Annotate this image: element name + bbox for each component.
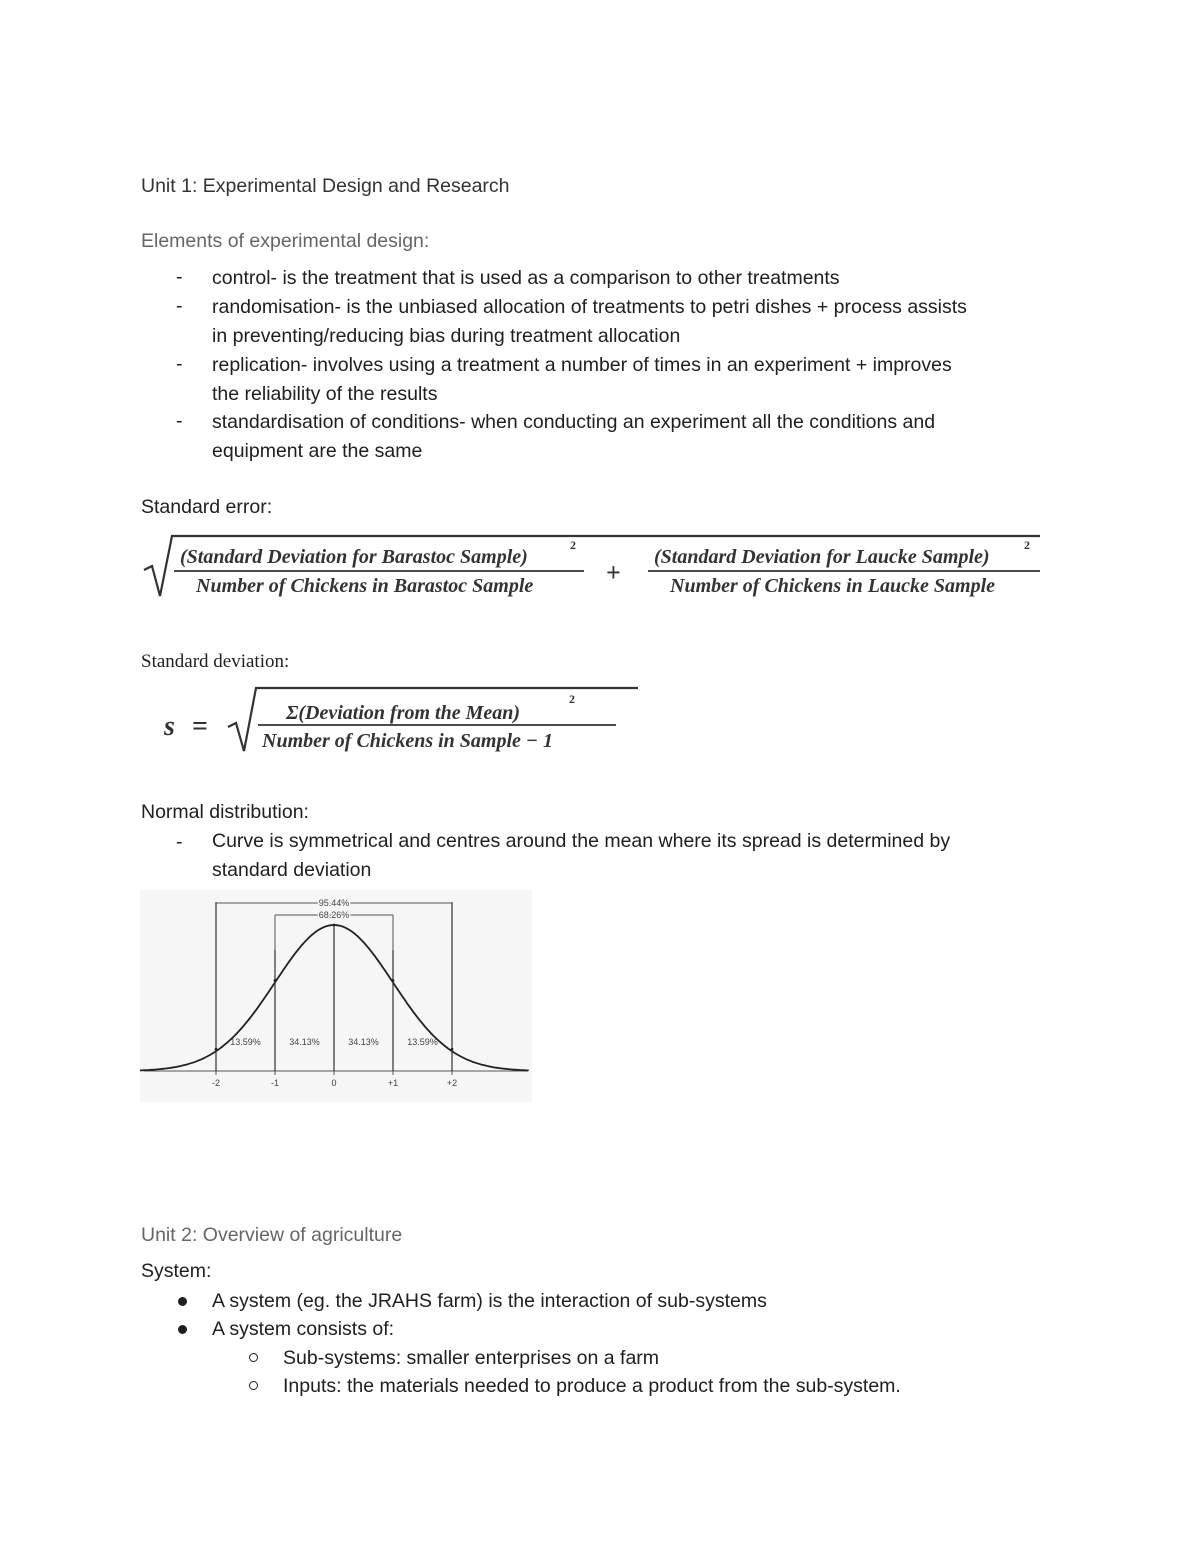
list-item-line: replication- involves using a treatment a number of times in an experiment + improves xyxy=(212,354,952,376)
list-marker: - xyxy=(176,295,183,317)
x-tick-label: -2 xyxy=(211,1078,221,1088)
list-marker: - xyxy=(176,266,183,288)
normal-distribution-heading: Normal distribution: xyxy=(141,801,309,823)
standard-error-formula xyxy=(140,530,1050,606)
list-item-line: standardisation of conditions- when conducting an experiment all the conditions and xyxy=(212,411,936,433)
standard-deviation-label: Standard deviation: xyxy=(141,651,290,672)
list-marker: - xyxy=(176,353,183,375)
elements-heading: Elements of experimental design: xyxy=(141,230,430,252)
list-item-line: the reliability of the results xyxy=(212,382,438,405)
denominator-barastoc: Number of Chickens in Barastoc Sample xyxy=(196,575,534,597)
list-item-line: randomisation- is the unbiased allocation of treatments to petri dishes + process assists xyxy=(212,296,967,318)
sub-bullet-circle xyxy=(249,1381,258,1390)
sub-bullet-circle xyxy=(249,1353,258,1362)
list-marker: - xyxy=(176,410,183,432)
list-item: A system consists of: xyxy=(212,1318,395,1340)
x-tick-label: +1 xyxy=(387,1078,399,1088)
list-item xyxy=(212,264,1072,293)
exponent: 2 xyxy=(569,692,575,706)
list-item-line: standard deviation xyxy=(212,858,372,881)
standard-deviation-formula xyxy=(160,683,640,757)
sd-marker xyxy=(392,979,395,982)
list-item-line: control- is the treatment that is used as a comparison to other treatments xyxy=(212,267,840,289)
list-item-line: equipment are the same xyxy=(212,439,423,462)
standard-error-label: Standard error: xyxy=(141,496,273,518)
sd-marker xyxy=(333,924,336,927)
unit2-title: Unit 2: Overview of agriculture xyxy=(141,1224,403,1246)
sub-list-item: Inputs: the materials needed to produce a product from the sub-system. xyxy=(283,1375,901,1397)
chart-background xyxy=(140,890,532,1102)
numerator-barastoc: (Standard Deviation for Barastoc Sample) xyxy=(180,546,528,568)
x-tick-label: -1 xyxy=(270,1078,280,1088)
sd-numerator: Σ(Deviation from the Mean) xyxy=(286,702,521,724)
list-item: A system (eg. the JRAHS farm) is the interaction of sub-systems xyxy=(212,1290,767,1312)
region-label: 34.13% xyxy=(348,1037,379,1047)
x-tick-label: 0 xyxy=(331,1078,337,1088)
numerator-laucke: (Standard Deviation for Laucke Sample) xyxy=(654,546,990,568)
list-item-line: Curve is symmetrical and centres around the mean where its spread is determined by xyxy=(212,830,951,852)
bullet-dot xyxy=(178,1297,187,1306)
sub-list-item: Sub-systems: smaller enterprises on a farm xyxy=(283,1347,660,1369)
sd-marker xyxy=(215,1048,218,1051)
region-label: 13.59% xyxy=(230,1037,261,1047)
exponent: 2 xyxy=(570,538,576,552)
exponent: 2 xyxy=(1024,538,1030,552)
region-label: 13.59% xyxy=(407,1037,438,1047)
equals-sign: = xyxy=(192,711,208,742)
plus-sign: + xyxy=(606,558,621,587)
sd-marker xyxy=(451,1048,454,1051)
sd-symbol: s xyxy=(164,711,175,742)
unit1-title: Unit 1: Experimental Design and Research xyxy=(141,175,510,197)
list-marker: - xyxy=(176,831,183,853)
bracket-label: 68.26% xyxy=(318,910,350,920)
denominator-laucke: Number of Chickens in Laucke Sample xyxy=(670,575,996,597)
sd-marker xyxy=(274,979,277,982)
bullet-dot xyxy=(178,1325,187,1334)
normal-distribution-chart xyxy=(140,890,532,1102)
sd-denominator: Number of Chickens in Sample − 1 xyxy=(262,730,554,752)
list-item xyxy=(212,408,1072,465)
list-item xyxy=(212,293,1072,350)
list-item xyxy=(212,827,1072,884)
list-item-line: in preventing/reducing bias during treatment allocation xyxy=(212,324,681,347)
bracket-label: 95.44% xyxy=(318,898,350,908)
region-label: 34.13% xyxy=(289,1037,320,1047)
x-tick-label: +2 xyxy=(446,1078,458,1088)
list-item xyxy=(212,351,1072,408)
system-heading: System: xyxy=(141,1260,212,1282)
